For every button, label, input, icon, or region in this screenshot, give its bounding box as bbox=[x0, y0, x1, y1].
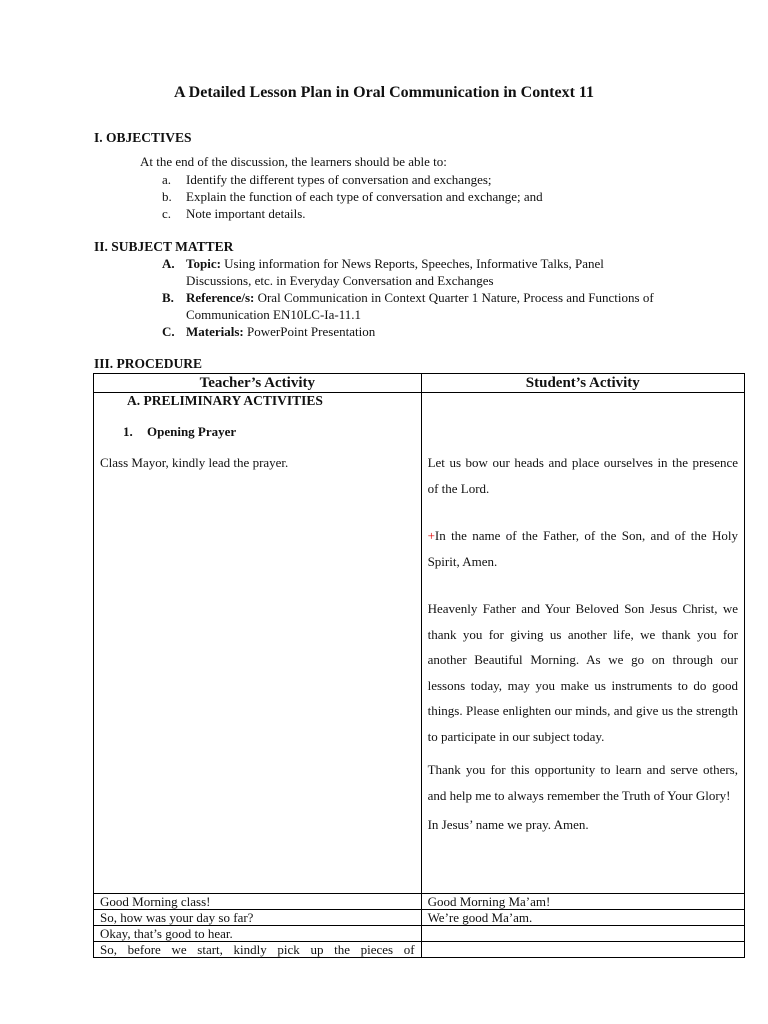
objective-item-a bbox=[162, 172, 492, 188]
objective-item-b bbox=[162, 189, 543, 205]
subject-matter-heading: II. SUBJECT MATTER bbox=[94, 239, 234, 254]
opening-prayer-heading bbox=[100, 424, 415, 440]
student-prayer-p3: Heavenly Father and Your Beloved Son Jesus Christ, we thank you for giving us another life, we thank you for another Beautiful Morning. As we go on through our lessons today, may you make us instruments to do good things. Please enlighten our minds, and give us the strength to participate in our subject today. bbox=[427, 601, 738, 744]
materials-line bbox=[162, 324, 375, 340]
list-marker: b. bbox=[162, 189, 172, 204]
preliminary-activities-heading: A. PRELIMINARY ACTIVITIES bbox=[127, 393, 323, 408]
student-activity-header: Student’s Activity bbox=[421, 374, 744, 393]
table-header-row bbox=[94, 374, 745, 393]
objective-text: Explain the function of each type of conversation and exchange; and bbox=[186, 189, 543, 204]
student-cell: Good Morning Ma’am! bbox=[421, 894, 744, 910]
teacher-prayer-cell bbox=[94, 393, 422, 894]
teacher-cell: So, how was your day so far? bbox=[94, 910, 422, 926]
reference-label: Reference/s: bbox=[186, 290, 255, 305]
student-prayer-p1: Let us bow our heads and place ourselves in the presence of the Lord. bbox=[427, 455, 738, 496]
document-title: A Detailed Lesson Plan in Oral Communication in Context 11 bbox=[173, 84, 595, 101]
objective-text: Note important details. bbox=[186, 206, 306, 221]
table-row bbox=[94, 942, 745, 958]
procedure-table bbox=[93, 373, 745, 958]
teacher-cell: Okay, that’s good to hear. bbox=[94, 926, 422, 942]
student-prayer-p5: In Jesus’ name we pray. Amen. bbox=[427, 817, 589, 832]
teacher-cell: So, before we start, kindly pick up the pieces of bbox=[94, 942, 422, 958]
list-marker: C. bbox=[162, 324, 175, 339]
opening-prayer-label: Opening Prayer bbox=[147, 424, 237, 439]
teacher-prayer-instruction: Class Mayor, kindly lead the prayer. bbox=[100, 455, 289, 470]
objective-item-c bbox=[162, 206, 306, 222]
student-prayer-p2-text: In the name of the Father, of the Son, and of the Holy Spirit, Amen. bbox=[427, 528, 738, 569]
reference-line-2: Communication EN10LC-Ia-11.1 bbox=[186, 307, 361, 322]
student-prayer-p2 bbox=[428, 523, 738, 574]
table-row bbox=[94, 910, 745, 926]
objectives-intro: At the end of the discussion, the learners should be able to: bbox=[140, 154, 447, 169]
list-marker: a. bbox=[162, 172, 172, 187]
topic-text: Using information for News Reports, Speeches, Informative Talks, Panel bbox=[224, 256, 604, 271]
student-prayer-p4: Thank you for this opportunity to learn and serve others, and help me to always remember the Truth of Your Glory! bbox=[427, 762, 738, 803]
reference-line-1 bbox=[162, 290, 654, 306]
teacher-cell: Good Morning class! bbox=[94, 894, 422, 910]
reference-text: Oral Communication in Context Quarter 1 Nature, Process and Functions of bbox=[257, 290, 654, 305]
procedure-heading: III. PROCEDURE bbox=[94, 356, 203, 371]
student-cell bbox=[421, 926, 744, 942]
materials-label: Materials: bbox=[186, 324, 244, 339]
teacher-activity-header: Teacher’s Activity bbox=[94, 374, 422, 393]
prayer-row bbox=[94, 393, 745, 894]
topic-line-1 bbox=[162, 256, 604, 272]
student-cell bbox=[421, 942, 744, 958]
materials-text: PowerPoint Presentation bbox=[247, 324, 376, 339]
student-cell: We’re good Ma’am. bbox=[421, 910, 744, 926]
list-marker: A. bbox=[162, 256, 175, 271]
objective-text: Identify the different types of conversation and exchanges; bbox=[186, 172, 492, 187]
table-row bbox=[94, 926, 745, 942]
cross-sign: + bbox=[427, 528, 435, 543]
topic-label: Topic: bbox=[186, 256, 221, 271]
list-marker: 1. bbox=[123, 424, 133, 439]
student-prayer-cell bbox=[421, 393, 744, 894]
objectives-heading: I. OBJECTIVES bbox=[94, 130, 192, 145]
list-marker: c. bbox=[162, 206, 172, 221]
table-row bbox=[94, 894, 745, 910]
list-marker: B. bbox=[162, 290, 174, 305]
topic-line-2: Discussions, etc. in Everyday Conversation and Exchanges bbox=[186, 273, 494, 288]
